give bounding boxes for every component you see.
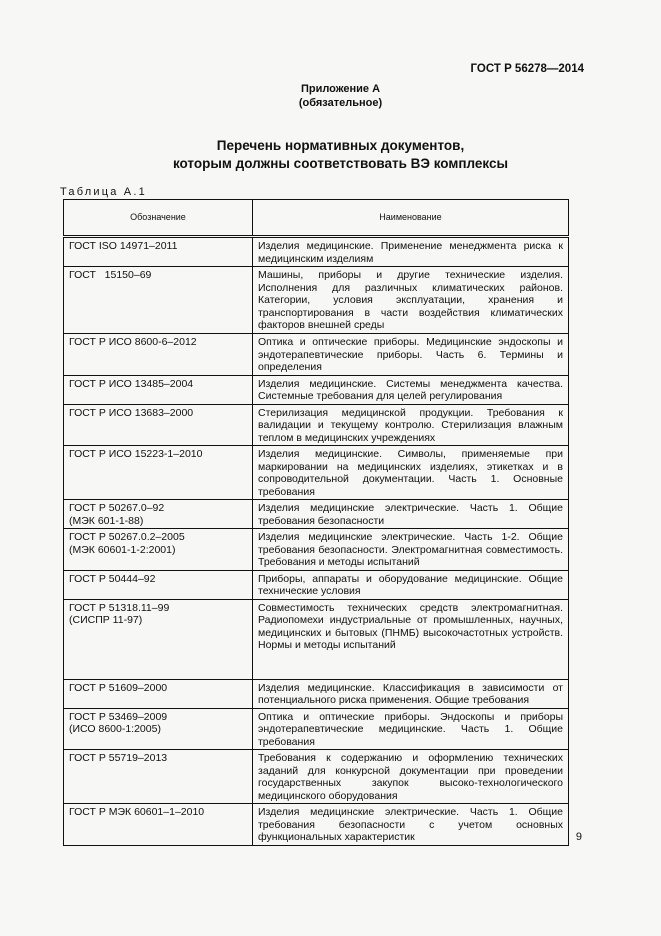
document-code-cell <box>64 804 253 846</box>
document-code: ГОСТ Р 55719–2013 <box>69 752 168 764</box>
table-row <box>64 708 569 750</box>
table-row <box>64 599 569 679</box>
document-code-cell <box>64 404 253 446</box>
appendix-heading <box>0 82 661 110</box>
table-row <box>64 529 569 571</box>
normative-documents-table <box>63 199 569 846</box>
document-name: Изделия медицинские. Применение менеджмента риска к медицинским изделиям <box>253 237 569 267</box>
document-code-cell <box>64 599 253 679</box>
appendix-subtitle: (обязательное) <box>298 97 383 109</box>
document-code-cell <box>64 679 253 708</box>
document-code-cell <box>64 529 253 571</box>
document-code: ГОСТ Р ИСО 13683–2000 <box>69 406 194 419</box>
document-code: ГОСТ Р 51609–2000 <box>69 681 168 694</box>
document-code-cell <box>64 375 253 404</box>
document-code: (СИСПР 11-97) <box>69 614 143 626</box>
document-code: ГОСТ Р МЭК 60601–1–2010 <box>69 806 205 818</box>
table-row <box>64 404 569 446</box>
document-name: Изделия медицинские. Системы менеджмента качества. Системные требования для целей регулирования <box>253 375 569 404</box>
document-code: (ИСО 8600-1:2005) <box>69 723 161 735</box>
table-header-row <box>64 200 569 237</box>
document-code: ГОСТ 15150–69 <box>69 269 152 281</box>
table-row <box>64 570 569 599</box>
document-code: ГОСТ ISO 14971–2011 <box>69 240 178 252</box>
document-name: Оптика и оптические приборы. Эндоскопы и приборы эндотерапевтические медицинские. Часть 1. Общие требования <box>253 708 569 750</box>
document-code-cell <box>64 500 253 529</box>
document-title <box>0 137 661 173</box>
document-code: ГОСТ Р 51318.11–99 <box>69 601 170 614</box>
document-code: ГОСТ Р ИСО 15223-1–2010 <box>69 448 203 460</box>
appendix-title: Приложение А <box>300 83 381 95</box>
document-code: (МЭК 60601-1-2:2001) <box>69 543 176 556</box>
table-row <box>64 267 569 334</box>
table-row <box>64 500 569 529</box>
column-header-name: Наименование <box>253 200 569 237</box>
document-code: ГОСТ Р ИСО 8600-6–2012 <box>69 336 197 348</box>
document-name: Требования к содержанию и оформлению технических заданий для конкурсной документации при проведении государственных закупок высоко-технологического медицинского оборудования <box>253 750 569 804</box>
document-title-line-1: Перечень нормативных документов, <box>216 138 465 153</box>
table-row <box>64 804 569 846</box>
document-code: ГОСТ Р 50267.0–92 <box>69 502 165 514</box>
document-code-cell <box>64 446 253 500</box>
table-row <box>64 750 569 804</box>
document-code-cell <box>64 708 253 750</box>
document-name: Изделия медицинские электрические. Часть 1. Общие требования безопасности с учетом основных функциональных характеристик <box>253 804 569 846</box>
document-name: Изделия медицинские электрические. Часть 1. Общие требования безопасности <box>253 500 569 529</box>
document-code: ГОСТ Р 50267.0.2–2005 <box>69 531 185 543</box>
document-name: Совместимость технических средств электромагнитная. Радиопомехи индустриальные от промышленных, научных, медицинских и бытовых (ПНМБ) высокочастотных устройств. Нормы и методы испытаний <box>253 599 569 679</box>
document-code: (МЭК 601-1-88) <box>69 514 144 527</box>
document-name: Стерилизация медицинской продукции. Требования к валидации и текущему контролю. Стерилизация влажным теплом в медицинских учреждениях <box>253 404 569 446</box>
document-name: Приборы, аппараты и оборудование медицинские. Общие технические условия <box>253 570 569 599</box>
document-code-cell <box>64 237 253 267</box>
document-code-cell <box>64 570 253 599</box>
table-row <box>64 679 569 708</box>
table-row <box>64 334 569 376</box>
document-code: ГОСТ Р 50444–92 <box>69 572 156 585</box>
standard-header: ГОСТ Р 56278—2014 <box>470 63 584 75</box>
document-name: Оптика и оптические приборы. Медицинские эндоскопы и эндотерапевтические приборы. Часть 6. Термины и определения <box>253 334 569 376</box>
table-row <box>64 375 569 404</box>
document-name: Изделия медицинские электрические. Часть 1-2. Общие требования безопасности. Электромагнитная совместимость. Требования и методы испытаний <box>253 529 569 571</box>
document-name: Изделия медицинские. Символы, применяемые при маркировании на медицинских изделиях, этикетках и в сопроводительной документации. Часть 1. Основные требования <box>253 446 569 500</box>
document-title-line-2: которым должны соответствовать ВЭ комплексы <box>172 156 509 171</box>
document-code-cell <box>64 334 253 376</box>
page-number: 9 <box>575 831 582 843</box>
document-code-cell <box>64 267 253 334</box>
table-caption: Таблица А.1 <box>60 186 147 198</box>
document-code: ГОСТ Р ИСО 13485–2004 <box>69 377 194 390</box>
table-row <box>64 237 569 267</box>
column-header-code: Обозначение <box>64 200 253 237</box>
document-name: Машины, приборы и другие технические изделия. Исполнения для различных климатических районов. Категории, условия эксплуатации, хранения и транспортирования в части воздействия климатических факторов внешней среды <box>253 267 569 334</box>
table-row <box>64 446 569 500</box>
document-code-cell <box>64 750 253 804</box>
document-code: ГОСТ Р 53469–2009 <box>69 710 168 723</box>
document-name: Изделия медицинские. Классификация в зависимости от потенциального риска применения. Общие требования <box>253 679 569 708</box>
